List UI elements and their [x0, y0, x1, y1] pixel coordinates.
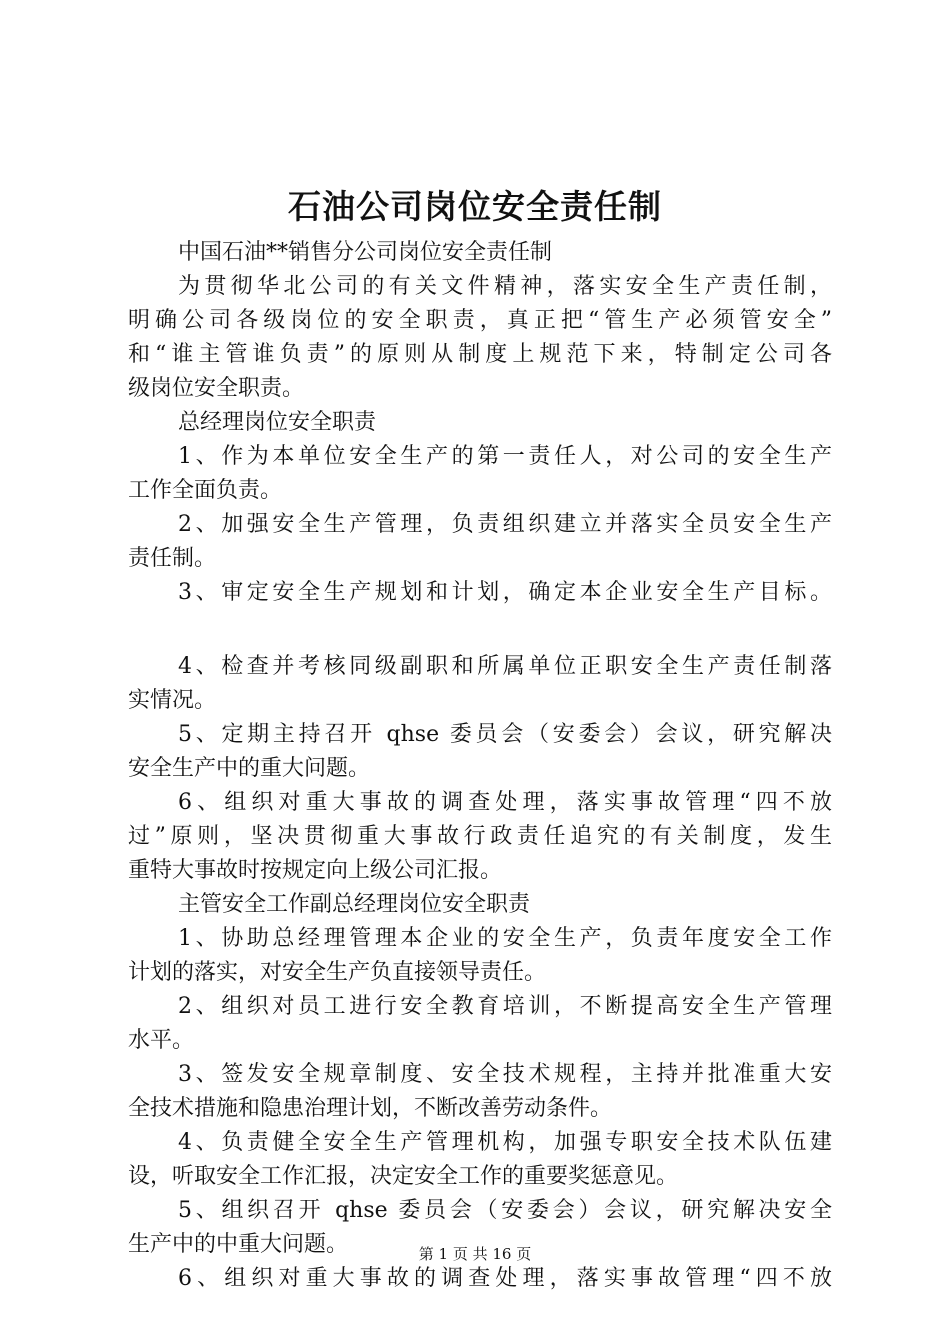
text-line: 和“谁主管谁负责”的原则从制度上规范下来，特制定公司各: [128, 342, 832, 367]
text-line: 实情况。: [128, 688, 217, 713]
text-line: 全技术措施和隐患治理计划，不断改善劳动条件。: [128, 1096, 613, 1121]
text-line: 4、检查并考核同级副职和所属单位正职安全生产责任制落: [178, 654, 832, 679]
paragraph-gap: [128, 610, 832, 650]
text-line: 明确公司各级岗位的安全职责，真正把“管生产必须管安全”: [128, 308, 832, 333]
document-body: [128, 236, 832, 1296]
text-line: 重特大事故时按规定向上级公司汇报。: [128, 858, 503, 883]
text-line: 安全生产中的重大问题。: [128, 756, 371, 781]
text-line: 水平。: [128, 1028, 195, 1053]
text-line: 计划的落实，对安全生产负直接领导责任。: [128, 960, 547, 985]
text-line: 2、组织对员工进行安全教育培训，不断提高安全生产管理: [178, 994, 832, 1019]
section-heading: 主管安全工作副总经理岗位安全职责: [178, 892, 531, 917]
text-line: 1、协助总经理管理本企业的安全生产，负责年度安全工作: [178, 926, 832, 951]
text-line: 3、签发安全规章制度、安全技术规程，主持并批准重大安: [178, 1062, 832, 1087]
text-line: 过”原则，坚决贯彻重大事故行政责任追究的有关制度，发生: [128, 824, 832, 849]
text-line: 责任制。: [128, 546, 217, 571]
text-line: 6、组织对重大事故的调查处理，落实事故管理“四不放: [178, 790, 832, 815]
text-line: 工作全面负责。: [128, 478, 283, 503]
text-line: 1、作为本单位安全生产的第一责任人，对公司的安全生产: [178, 444, 832, 469]
page-footer: 第 1 页 共 16 页: [418, 1245, 532, 1263]
text-line: 2、加强安全生产管理，负责组织建立并落实全员安全生产: [178, 512, 832, 537]
text-line: 生产中的中重大问题。: [128, 1232, 349, 1257]
text-line: 5、组织召开 qhse 委员会（安委会）会议，研究解决安全: [178, 1198, 832, 1223]
text-line: 级岗位安全职责。: [128, 376, 305, 401]
text-line: 3、审定安全生产规划和计划，确定本企业安全生产目标。: [178, 580, 832, 605]
text-line: 5、定期主持召开 qhse 委员会（安委会）会议，研究解决: [178, 722, 832, 747]
text-line: 为贯彻华北公司的有关文件精神，落实安全生产责任制，: [178, 274, 832, 299]
text-line: 设，听取安全工作汇报，决定安全工作的重要奖惩意见。: [128, 1164, 679, 1189]
text-line: 4、负责健全安全生产管理机构，加强专职安全技术队伍建: [178, 1130, 832, 1155]
section-heading: 总经理岗位安全职责: [178, 410, 377, 435]
text-line: 中国石油**销售分公司岗位安全责任制: [178, 240, 553, 265]
document-title: 石油公司岗位安全责任制: [288, 187, 662, 226]
text-line: 6、组织对重大事故的调查处理，落实事故管理“四不放: [178, 1266, 832, 1291]
